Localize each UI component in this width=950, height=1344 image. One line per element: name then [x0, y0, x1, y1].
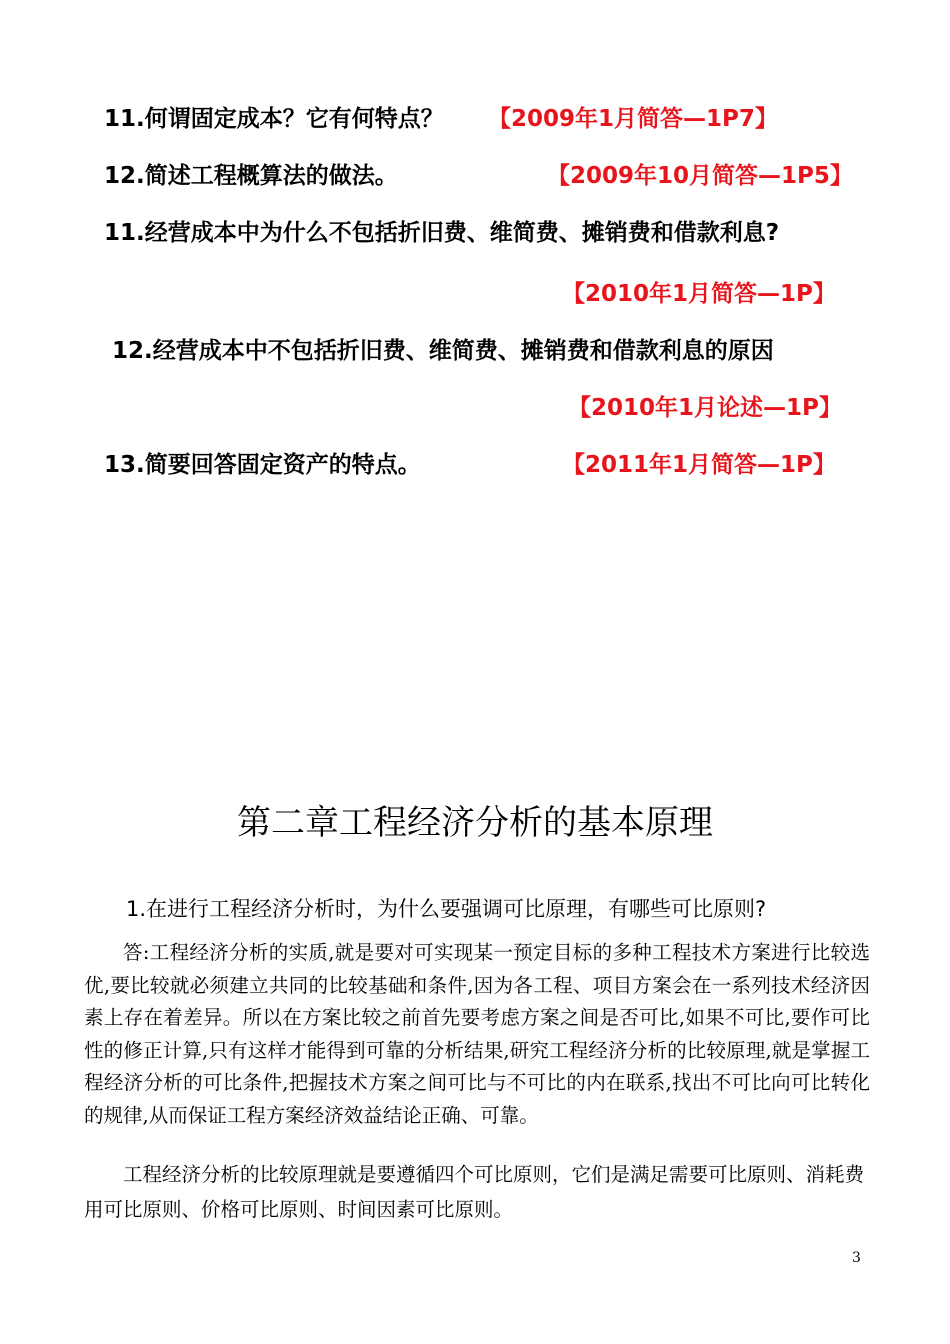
sub-question: 1.在进行工程经济分析时，为什么要强调可比原理，有哪些可比原则? — [126, 897, 767, 921]
answer-paragraph: 答:工程经济分析的实质,就是要对可实现某一预定目标的多种工程技术方案进行比较选优,要比较就必须建立共同的比较基础和条件,因为各工程、项目方案会在一系列技术经济因素上存在着差异。所以在方案比较之前首先要考虑方案之间是否可比,如果不可比,要作可比性的修正计算,只有这样才能得到可靠的分析结果,研究工程经济分析的比较原理,就是掌握工程经济分析的可比条件,把握技术方案之间可比与不可比的内在联系,找出不可比向可比转化的规律,从而保证工程方案经济效益结论正确、可靠。 — [84, 941, 870, 1127]
question-13-fixed-assets: 13.简要回答固定资产的特点。 — [104, 452, 421, 478]
question-11-fixed-cost: 11.何谓固定成本？它有何特点？ — [104, 106, 444, 132]
page-number: 3 — [852, 1250, 861, 1266]
chapter-title: 第二章工程经济分析的基本原理 — [237, 803, 713, 843]
question-11b-tag: 【2010年1月简答—1P】 — [562, 281, 836, 307]
question-11-operating-cost: 11.经营成本中为什么不包括折旧费、维简费、摊销费和借款利息? — [104, 220, 780, 246]
question-12b-tag: 【2010年1月论述—1P】 — [568, 395, 842, 421]
question-12-tag: 【2009年10月简答—1P5】 — [547, 163, 853, 189]
question-11-tag: 【2009年1月简答—1P7】 — [488, 106, 778, 132]
principle-paragraph: 工程经济分析的比较原理就是要遵循四个可比原则，它们是满足需要可比原则、消耗费用可比原则、价格可比原则、时间因素可比原则。 — [84, 1163, 865, 1221]
question-12-operating-cost-reason: 12.经营成本中不包括折旧费、维简费、摊销费和借款利息的原因 — [112, 338, 774, 364]
question-13-tag: 【2011年1月简答—1P】 — [562, 452, 836, 478]
question-12-estimate: 12.简述工程概算法的做法。 — [104, 163, 398, 189]
